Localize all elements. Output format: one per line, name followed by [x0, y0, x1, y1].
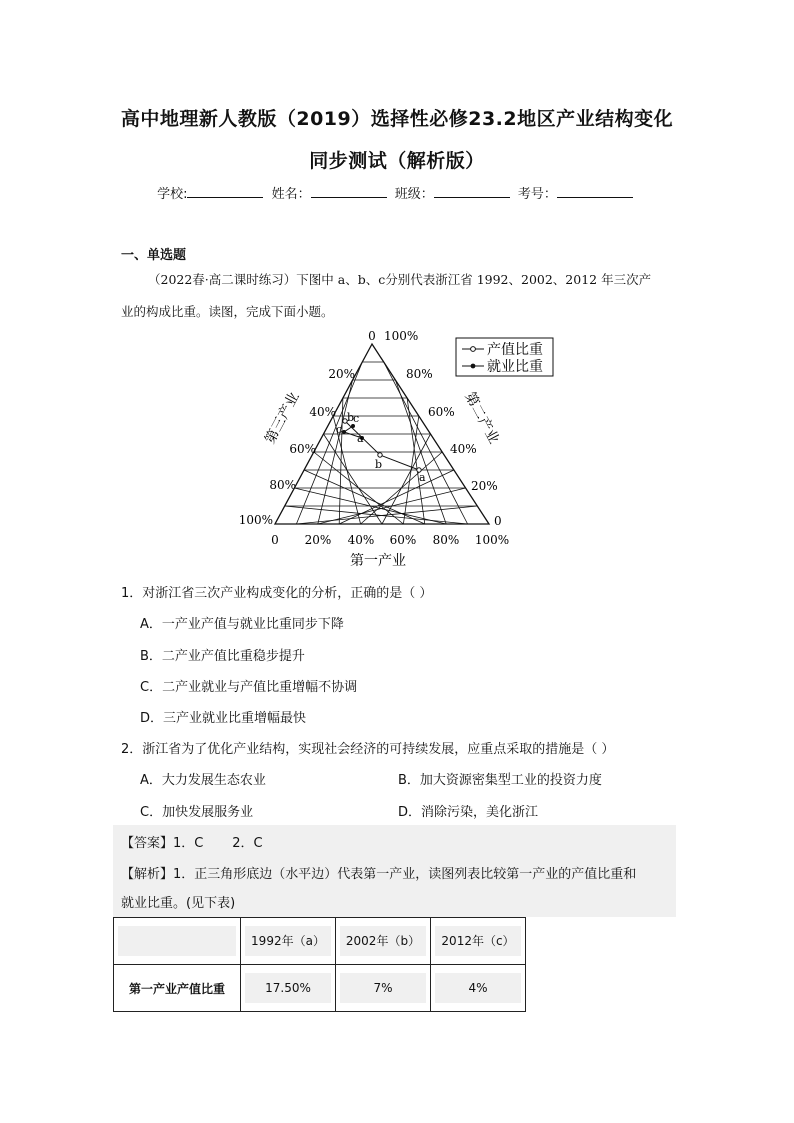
question-2-option-a[interactable]: A．大力发展生态农业	[140, 773, 266, 788]
class-label: 班级：	[394, 187, 434, 202]
left-tick: 60%	[289, 442, 316, 456]
bottom-tick: 40%	[347, 533, 375, 547]
class-blank[interactable]	[434, 185, 510, 198]
bottom-tick: 80%	[432, 533, 460, 547]
question-1-option-d[interactable]: D．三产业就业比重增幅最快	[140, 711, 307, 726]
question-1-option-a[interactable]: A．一产业产值与就业比重同步下降	[140, 617, 344, 632]
student-info-line	[0, 183, 794, 202]
point-label-c: c	[336, 423, 343, 436]
grid-line	[407, 398, 425, 524]
right-tick: 80%	[406, 367, 433, 381]
output-point-b	[378, 453, 382, 457]
right-tick: 60%	[428, 405, 455, 419]
exam-number-label: 考号：	[517, 187, 557, 202]
legend-output-share: 产值比重	[487, 342, 543, 358]
point-label-c-employment: c	[353, 412, 360, 425]
question-1-option-c[interactable]: C．二产业就业与产值比重增幅不协调	[140, 680, 358, 695]
question-2-stem: 2．浙江省为了优化产业结构，实现社会经济的可持续发展，应重点采取的措施是（ ）	[121, 742, 615, 757]
question-2-option-b[interactable]: B．加大资源密集型工业的投资力度	[398, 773, 602, 788]
left-axis-label: 第三产业	[262, 389, 303, 447]
right-tick: 40%	[450, 442, 477, 456]
exam-number-blank[interactable]	[557, 185, 633, 198]
school-blank[interactable]	[187, 185, 263, 198]
left-tick: 80%	[269, 478, 296, 492]
table-row-label: 第一产业产值比重	[114, 965, 241, 1012]
hollow-marker-icon	[471, 347, 476, 352]
table-header-cell: 2002年（b）	[336, 918, 431, 965]
intro-line-1: （2022春·高二课时练习）下图中 a、b、c分别代表浙江省 1992、2002、2012 年三次产	[148, 272, 652, 287]
top-tick-0: 0	[368, 329, 376, 343]
table-cell: 7%	[336, 965, 431, 1012]
table-header-cell: 1992年（a）	[241, 918, 336, 965]
table-cell: 17.50%	[241, 965, 336, 1012]
legend-employment-share: 就业比重	[487, 359, 543, 375]
table-cell: 4%	[431, 965, 526, 1012]
bottom-tick: 0	[271, 533, 279, 547]
top-tick-100: 100%	[384, 329, 419, 343]
right-tick: 0	[494, 514, 502, 528]
name-label: 姓名：	[271, 187, 311, 202]
school-label: 学校:	[157, 187, 188, 202]
name-blank[interactable]	[311, 185, 387, 198]
bottom-tick: 60%	[389, 533, 417, 547]
point-label-b: b	[375, 458, 383, 471]
left-tick: 20%	[328, 367, 355, 381]
ternary-diagram	[238, 328, 543, 570]
left-tick: 40%	[309, 405, 336, 419]
page-title-line-1: 高中地理新人教版（2019）选择性必修23.2地区产业结构变化	[120, 108, 674, 130]
table-header-cell: 2012年（c）	[431, 918, 526, 965]
question-2-option-c[interactable]: C．加快发展服务业	[140, 805, 254, 820]
intro-line-2: 业的构成比重。读图，完成下面小题。	[121, 304, 334, 319]
point-label-b-employment: b	[347, 411, 355, 424]
right-axis-label: 第二产业	[461, 389, 502, 447]
bottom-tick: 100%	[474, 533, 510, 547]
page-title-line-2: 同步测试（解析版）	[309, 150, 485, 172]
point-label-a-employment: a	[357, 432, 364, 445]
primary-industry-table	[113, 917, 526, 1012]
table-header-row	[114, 918, 526, 965]
question-1-option-b[interactable]: B．二产业产值比重稳步提升	[140, 649, 305, 664]
bottom-tick: 20%	[304, 533, 332, 547]
left-tick: 100%	[238, 513, 273, 527]
point-label-a: a	[419, 471, 426, 484]
employment-point-b	[342, 430, 346, 434]
answer-line: 【答案】1．C 2．C	[121, 836, 263, 851]
table-row	[114, 965, 526, 1012]
analysis-line-1: 【解析】1．正三角形底边（水平边）代表第一产业，读图列表比较第一产业的产值比重和	[121, 867, 637, 882]
legend	[456, 338, 553, 376]
section-heading: 一、单选题	[121, 248, 187, 263]
grid-line	[285, 506, 468, 524]
solid-marker-icon	[471, 364, 476, 369]
analysis-line-2: 就业比重。(见下表)	[121, 896, 236, 911]
right-tick: 20%	[471, 479, 498, 493]
question-1-stem: 1．对浙江省三次产业构成变化的分析，正确的是（ ）	[121, 586, 433, 601]
bottom-axis-label: 第一产业	[350, 553, 406, 569]
question-2-option-d[interactable]: D．消除污染，美化浙江	[398, 805, 539, 820]
table-header-cell	[114, 918, 241, 965]
